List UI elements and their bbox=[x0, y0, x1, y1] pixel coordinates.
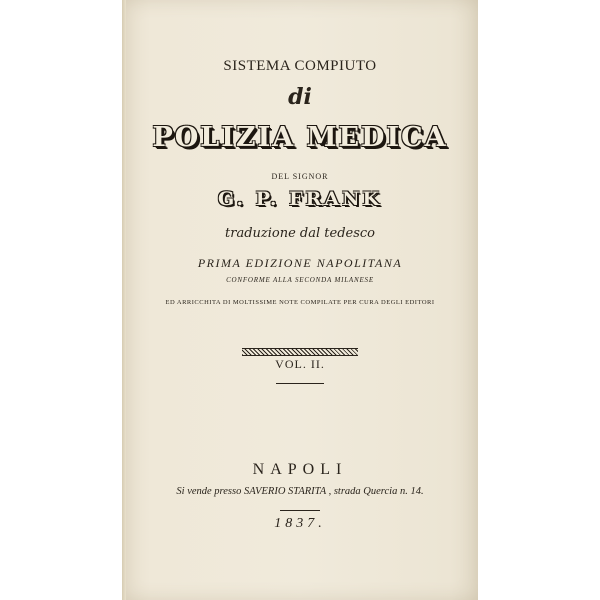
translation-note: traduzione dal tedesco bbox=[225, 226, 375, 241]
title-line-1: SISTEMA COMPIUTO bbox=[223, 58, 377, 74]
title-connector: di bbox=[288, 84, 312, 110]
author-name: G. P. FRANK bbox=[217, 188, 383, 210]
imprint-rule bbox=[280, 510, 320, 511]
volume-label: VOL. II. bbox=[275, 357, 325, 371]
divider-rule bbox=[276, 383, 324, 384]
edition-line: PRIMA EDIZIONE NAPOLITANA bbox=[197, 256, 403, 270]
edition-enrichment: ED ARRICCHITA DI MOLTISSIME NOTE COMPILATE PER CURA DEGLI EDITORI bbox=[165, 299, 435, 306]
imprint-publisher: Si vende presso SAVERIO STARITA , strada Quercia n. 14. bbox=[176, 486, 424, 497]
author-prefix: DEL SIGNOR bbox=[271, 172, 329, 181]
imprint-city: NAPOLI bbox=[252, 461, 348, 478]
decorative-rule bbox=[242, 348, 358, 356]
edition-conformity: CONFORME ALLA SECONDA MILANESE bbox=[226, 276, 374, 284]
imprint-year: 1837. bbox=[274, 516, 326, 531]
title-page bbox=[122, 0, 478, 600]
main-title: POLIZIA MEDICA bbox=[152, 122, 448, 153]
